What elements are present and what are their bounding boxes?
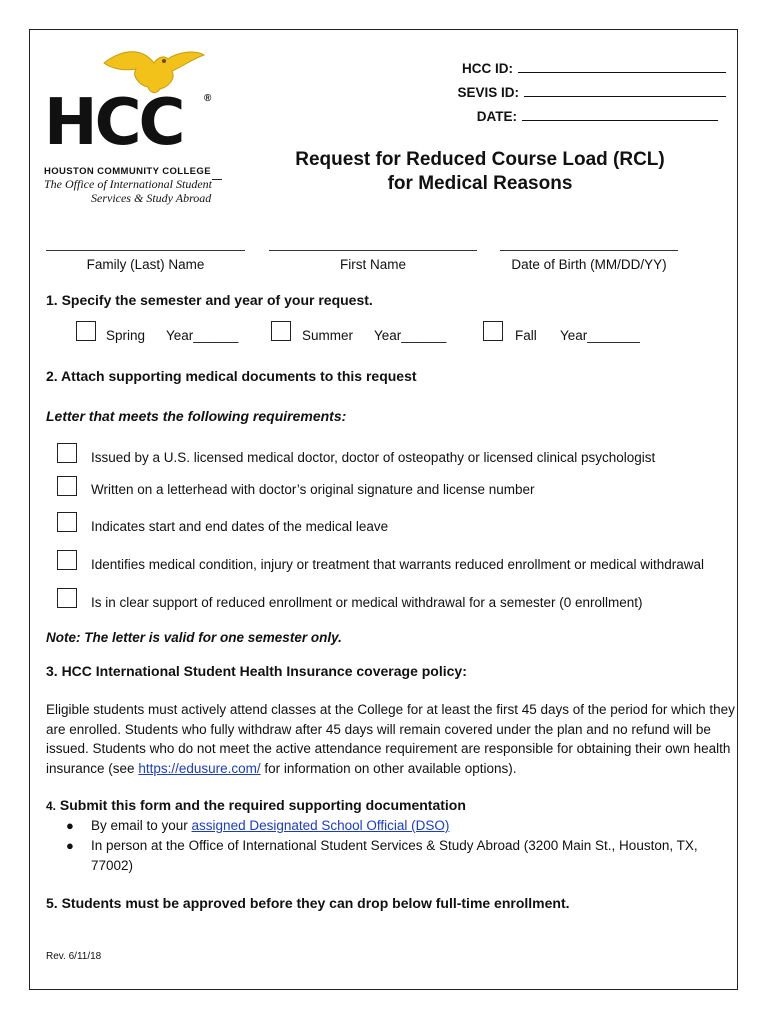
date-input[interactable] [522, 108, 718, 121]
email-bullet-text: By email to your [91, 818, 192, 833]
dob-label: Date of Birth (MM/DD/YY) [511, 257, 667, 272]
logo-rule [212, 179, 222, 180]
dob-input[interactable] [500, 250, 678, 251]
requirement-label: Written on a letterhead with doctor’s original signature and license number [91, 482, 535, 497]
requirement-checkbox[interactable] [57, 443, 77, 463]
dso-link[interactable]: assigned Designated School Official (DSO) [191, 818, 450, 833]
requirement-checkbox[interactable] [57, 588, 77, 608]
requirements-subheading: Letter that meets the following requirements: [46, 408, 347, 424]
registered-mark: ® [204, 93, 212, 104]
requirement-checkbox[interactable] [57, 512, 77, 532]
first-name-label: First Name [339, 257, 406, 272]
policy-text-end: for information on other available options). [260, 760, 517, 776]
requirement-label: Is in clear support of reduced enrollment or medical withdrawal for a semester (0 enrollment) [91, 595, 643, 610]
fall-label: Fall [515, 328, 537, 343]
section4-title: Submit this form and the required supporting documentation [56, 797, 466, 813]
form-title-line1: Request for Reduced Course Load (RCL) [295, 149, 665, 170]
email-bullet [91, 816, 449, 836]
family-name-label: Family (Last) Name [86, 257, 205, 272]
bullet-icon: ● [66, 838, 74, 853]
section3-heading: 3. HCC International Student Health Insurance coverage policy: [46, 663, 467, 679]
bullet-icon: ● [66, 818, 74, 833]
sevis-id-field [457, 84, 726, 100]
date-label: DATE: [476, 109, 517, 124]
spring-year[interactable]: Year______ [166, 328, 239, 343]
summer-year[interactable]: Year______ [374, 328, 447, 343]
form-title-line2: for Medical Reasons [387, 173, 573, 194]
hcc-logo [44, 45, 224, 210]
policy-text: Eligible students must actively attend classes at the College for at least the first 45 days of the period for which they are enrolled. Students who fully withdraw after 45 days will remain covered under the plan and no refund will be issued. Students who do not meet the active attendance requirement are responsible for obtaining their own health insurance (see [46, 702, 735, 776]
sevis-id-input[interactable] [524, 84, 726, 97]
section1-heading: 1. Specify the semester and year of your request. [46, 292, 373, 308]
section2-heading: 2. Attach supporting medical documents to this request [46, 368, 417, 384]
section5-heading: 5. Students must be approved before they can drop below full-time enrollment. [46, 895, 570, 911]
section4-heading [46, 797, 466, 813]
logo-college-name: HOUSTON COMMUNITY COLLEGE [44, 166, 211, 177]
requirement-label: Issued by a U.S. licensed medical doctor, doctor of osteopathy or licensed clinical psychologist [91, 450, 656, 465]
requirement-label: Indicates start and end dates of the medical leave [91, 519, 389, 534]
form-title [240, 148, 720, 196]
date-field [477, 108, 718, 124]
section4-number: 4. [46, 799, 57, 813]
summer-checkbox[interactable] [271, 321, 291, 341]
validity-note: Note: The letter is valid for one semester only. [46, 630, 342, 645]
first-name-input[interactable] [269, 250, 477, 251]
revision-date: Rev. 6/11/18 [46, 951, 102, 962]
hcc-id-input[interactable] [518, 60, 726, 73]
logo-letters: HCC [44, 86, 183, 160]
requirement-checkbox[interactable] [57, 550, 77, 570]
sevis-id-label: SEVIS ID: [457, 85, 519, 100]
hcc-id-label: HCC ID: [462, 61, 513, 76]
insurance-policy-paragraph [46, 700, 742, 778]
fall-checkbox[interactable] [483, 321, 503, 341]
requirement-checkbox[interactable] [57, 476, 77, 496]
logo-office-line1: The Office of International Student [44, 177, 212, 191]
summer-label: Summer [302, 328, 354, 343]
logo-office-line2: Services & Study Abroad [91, 191, 212, 205]
edusure-link[interactable]: https://edusure.com/ [138, 760, 261, 776]
hcc-id-field [462, 60, 726, 76]
fall-year[interactable]: Year_______ [560, 328, 640, 343]
in-person-bullet: In person at the Office of International Student Services & Study Abroad (3200 Main St., Houston, TX, 77002) [91, 838, 698, 873]
requirement-label: Identifies medical condition, injury or treatment that warrants reduced enrollment or medical withdrawal [91, 557, 705, 572]
spring-checkbox[interactable] [76, 321, 96, 341]
spring-label: Spring [106, 328, 146, 343]
family-name-input[interactable] [46, 250, 245, 251]
